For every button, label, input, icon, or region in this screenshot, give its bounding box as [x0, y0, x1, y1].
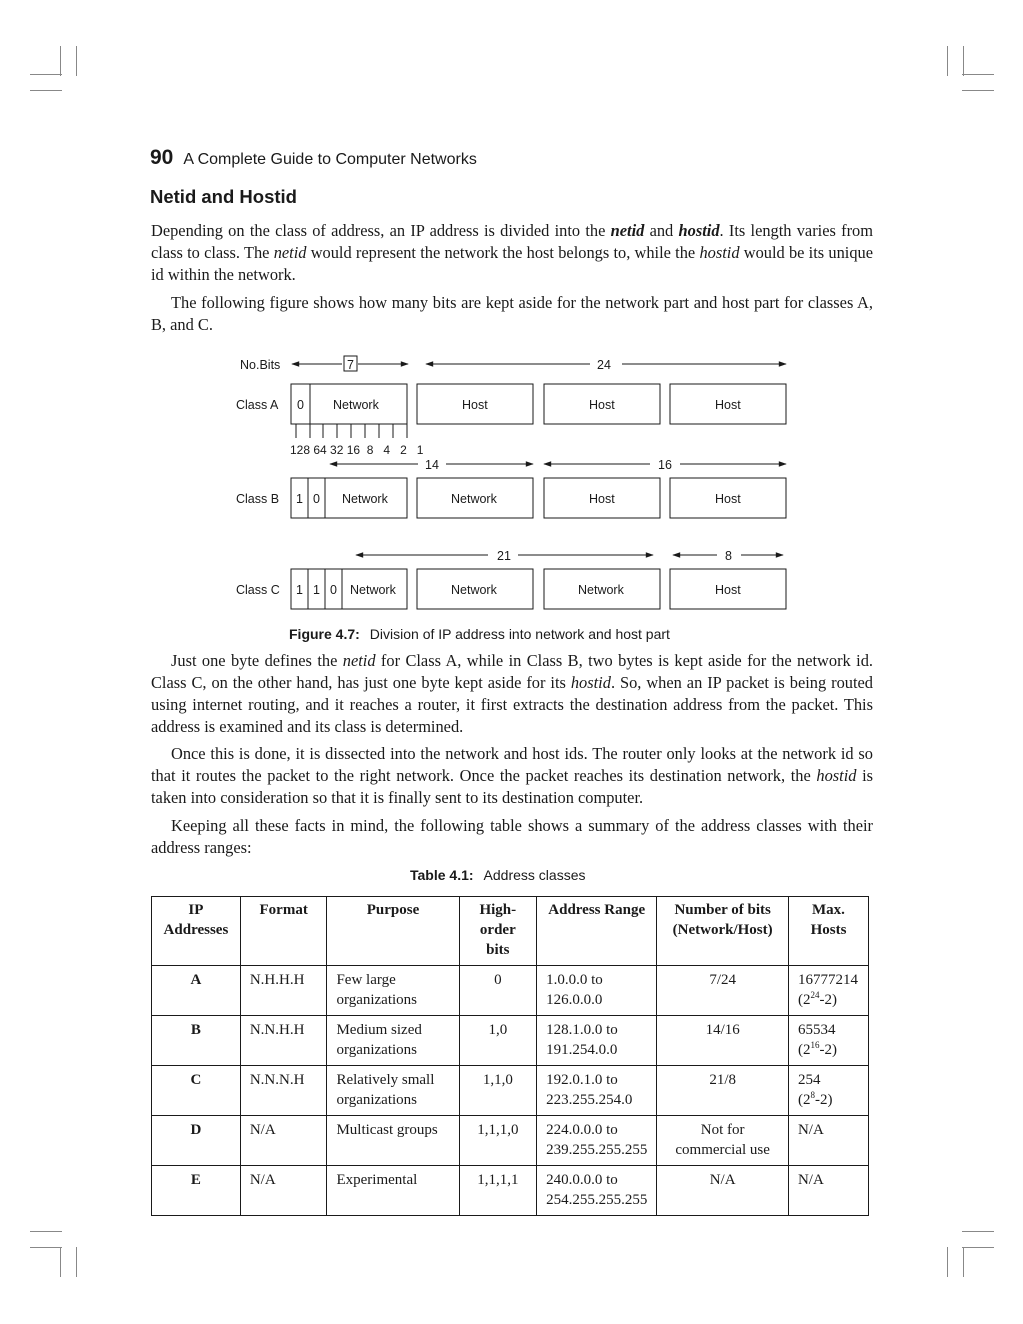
term-hostid: hostid	[570, 673, 611, 692]
bit-value: 0	[313, 492, 320, 506]
cell-format: N.N.H.H	[240, 1016, 327, 1066]
term-netid: netid	[273, 243, 307, 262]
max-exponent: 24	[810, 990, 820, 1000]
bit-value: 0	[297, 398, 304, 412]
cell-purpose: Few large organizations	[327, 966, 459, 1016]
cell-max	[788, 1066, 868, 1116]
text: would represent the network the host belongs to, while the	[306, 243, 700, 262]
max-formula: (2	[797, 992, 811, 1008]
text: . Its length varies from class to class. The	[151, 221, 873, 262]
max-formula: -2)	[819, 1042, 837, 1058]
column-header: Address Range	[537, 897, 657, 966]
bits-count: 14	[425, 458, 439, 472]
bit-value: 1	[313, 583, 320, 597]
cell-range: 224.0.0.0 to 239.255.255.255	[537, 1116, 657, 1166]
cell-range: 240.0.0.0 to 254.255.255.255	[537, 1166, 657, 1216]
ip-class-diagram	[0, 0, 1023, 640]
text: Once this is done, it is dissected into the network and host ids. The router only looks at the network id so that it routes the packet to the right network. Once the packet reaches its destination network, the	[151, 744, 873, 785]
column-header: Purpose	[327, 897, 459, 966]
field-label: Host	[715, 398, 741, 412]
text: Just one byte defines the	[171, 651, 343, 670]
max-formula: (2	[797, 1092, 811, 1108]
paragraph-4	[151, 743, 873, 809]
caption-text: Address classes	[483, 867, 586, 883]
field-label: Network	[342, 492, 388, 506]
cell-nbits: 21/8	[657, 1066, 789, 1116]
cell-bits: 0	[459, 966, 537, 1016]
table-row	[152, 1016, 869, 1066]
cell-nbits: Not for commercial use	[657, 1116, 789, 1166]
column-header: Max. Hosts	[788, 897, 868, 966]
crop-mark	[60, 1247, 61, 1277]
table-row	[152, 1066, 869, 1116]
cell-ip: A	[152, 966, 241, 1016]
crop-mark	[76, 1247, 77, 1277]
field-label: Network	[350, 583, 396, 597]
max-exponent: 8	[810, 1090, 815, 1100]
bits-count: 16	[658, 458, 672, 472]
cell-purpose: Medium sized organizations	[327, 1016, 459, 1066]
column-header: High-order bits	[459, 897, 537, 966]
bit-value: 0	[330, 583, 337, 597]
paragraph-3	[151, 650, 873, 738]
cell-ip: C	[152, 1066, 241, 1116]
table-header-row	[152, 897, 869, 966]
field-label: Host	[715, 492, 741, 506]
class-label: Class A	[236, 398, 279, 412]
cell-max	[788, 1016, 868, 1066]
term-netid: netid	[342, 651, 376, 670]
cell-purpose: Relatively small organizations	[327, 1066, 459, 1116]
cell-ip: B	[152, 1016, 241, 1066]
term-hostid: hostid	[699, 243, 740, 262]
column-header: IP Addresses	[152, 897, 241, 966]
field-label: Network	[451, 492, 497, 506]
text: . So, when an IP packet is being routed using internet routing, and it reaches a router, it first extracts the destination address from the packet. This address is examined and its class is determined.	[151, 673, 873, 736]
cell-format: N/A	[240, 1116, 327, 1166]
section-title: Netid and Hostid	[150, 186, 297, 207]
caption-text: Division of IP address into network and host part	[369, 626, 670, 642]
text: Depending on the class of address, an IP address is divided into the	[151, 221, 611, 240]
figure-caption	[289, 626, 670, 642]
book-title: A Complete Guide to Computer Networks	[183, 151, 477, 168]
bits-count: 7	[347, 358, 354, 372]
field-label: Host	[462, 398, 488, 412]
max-formula: (2	[797, 1042, 811, 1058]
paragraph-5	[151, 815, 873, 859]
crop-mark	[963, 1247, 964, 1277]
cell-max: N/A	[788, 1166, 868, 1216]
class-label: Class B	[236, 492, 280, 506]
cell-nbits: 7/24	[657, 966, 789, 1016]
cell-ip: E	[152, 1166, 241, 1216]
field-label: Network	[333, 398, 379, 412]
bit-ticks	[296, 424, 407, 438]
cell-bits: 1,1,1,1	[459, 1166, 537, 1216]
text: Keeping all these facts in mind, the following table shows a summary of the address classes with their address ranges:	[151, 816, 873, 857]
field-label: Host	[715, 583, 741, 597]
cell-format: N/A	[240, 1166, 327, 1216]
caption-label: Figure 4.7:	[289, 626, 360, 642]
cell-nbits: 14/16	[657, 1016, 789, 1066]
cell-range: 192.0.1.0 to 223.255.254.0	[537, 1066, 657, 1116]
bit-weights: 128 64 32 16 8 4 2 1	[290, 443, 424, 457]
crop-mark	[962, 1247, 994, 1248]
text: for Class A, while in Class B, two bytes is kept aside for the network id. Class C, on the other hand, has just one byte kept aside for its	[151, 651, 873, 692]
table-row	[152, 966, 869, 1016]
crop-mark	[962, 1231, 994, 1232]
table-caption	[410, 867, 585, 883]
table-row	[152, 1166, 869, 1216]
nobits-label: No.Bits	[240, 358, 281, 372]
text: would be its unique id within the network.	[151, 243, 873, 284]
crop-mark	[947, 1247, 948, 1277]
bit-value: 1	[296, 492, 303, 506]
cell-bits: 1,1,1,0	[459, 1116, 537, 1166]
crop-mark	[30, 1247, 62, 1248]
field-label: Host	[589, 398, 615, 412]
field-label: Network	[451, 583, 497, 597]
term-netid: netid	[610, 221, 645, 240]
field-label: Network	[578, 583, 624, 597]
text: The following figure shows how many bits are kept aside for the network part and host part for classes A, B, and C.	[151, 293, 873, 334]
cell-format: N.N.N.H	[240, 1066, 327, 1116]
table-row	[152, 1116, 869, 1166]
bits-count: 21	[497, 549, 511, 563]
cell-bits: 1,1,0	[459, 1066, 537, 1116]
cell-format: N.H.H.H	[240, 966, 327, 1016]
field-label: Host	[589, 492, 615, 506]
cell-ip: D	[152, 1116, 241, 1166]
bits-count: 8	[725, 549, 732, 563]
caption-label: Table 4.1:	[410, 867, 474, 883]
cell-purpose: Multicast groups	[327, 1116, 459, 1166]
page-number: 90	[150, 146, 174, 169]
cell-range: 128.1.0.0 to 191.254.0.0	[537, 1016, 657, 1066]
cell-nbits: N/A	[657, 1166, 789, 1216]
crop-mark	[30, 1231, 62, 1232]
column-header: Format	[240, 897, 327, 966]
max-value: 254	[797, 1072, 821, 1088]
column-header: Number of bits (Network/Host)	[657, 897, 789, 966]
max-exponent: 16	[810, 1040, 820, 1050]
text: and	[644, 221, 679, 240]
text: is taken into consideration so that it is finally sent to its destination computer.	[151, 766, 874, 807]
cell-max	[788, 966, 868, 1016]
address-classes-table	[151, 896, 869, 1216]
class-label: Class C	[236, 583, 280, 597]
cell-max: N/A	[788, 1116, 868, 1166]
bits-count: 24	[597, 358, 611, 372]
term-hostid: hostid	[816, 766, 857, 785]
max-value: 16777214	[797, 972, 858, 988]
bit-value: 1	[296, 583, 303, 597]
max-formula: -2)	[819, 992, 837, 1008]
cell-bits: 1,0	[459, 1016, 537, 1066]
term-hostid: hostid	[678, 221, 720, 240]
max-formula: -2)	[814, 1092, 833, 1108]
cell-range: 1.0.0.0 to 126.0.0.0	[537, 966, 657, 1016]
cell-purpose: Experimental	[327, 1166, 459, 1216]
max-value: 65534	[797, 1022, 836, 1038]
